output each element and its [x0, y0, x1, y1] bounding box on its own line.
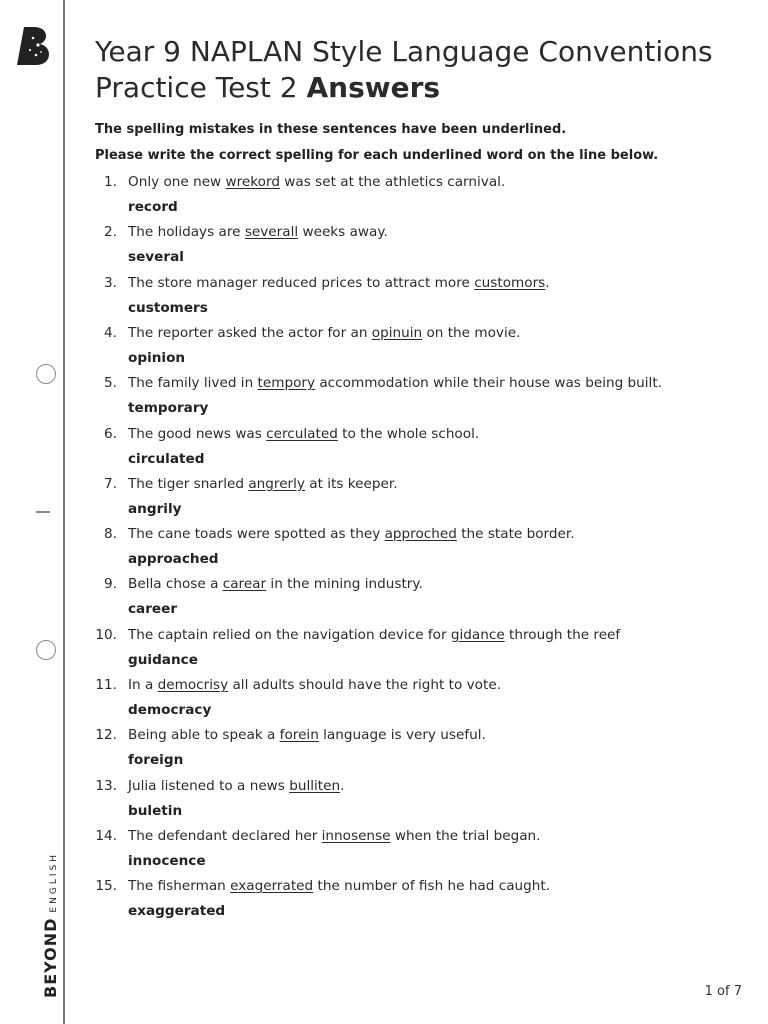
question-item — [95, 371, 745, 421]
answer-text: approached — [128, 551, 219, 568]
question-number: 15. — [95, 878, 117, 895]
question-item — [95, 321, 745, 371]
question-text-end: . — [545, 274, 550, 291]
question-text: The tiger snarled — [128, 475, 249, 492]
question-line — [95, 422, 745, 447]
question-text: The cane toads were spotted as they — [128, 526, 385, 543]
question-number: 14. — [95, 827, 117, 844]
question-text: The good news was — [128, 425, 267, 442]
misspelled-word: approched — [384, 526, 457, 543]
misspelled-word: angrerly — [248, 475, 305, 492]
answer-text: temporary — [128, 400, 209, 417]
question-line — [95, 723, 745, 748]
question-line — [95, 170, 745, 195]
misspelled-word: tempory — [257, 375, 316, 392]
question-line — [95, 522, 745, 547]
question-text: Julia listened to a news — [128, 777, 290, 794]
misspelled-word: opinuin — [371, 324, 423, 341]
answer-text: customers — [128, 299, 208, 316]
answer-text: angrily — [128, 500, 182, 517]
question-number: 5. — [104, 375, 117, 392]
page-title — [95, 34, 755, 106]
question-text-end: through the reef — [504, 626, 621, 643]
binder-hole-bottom — [36, 640, 56, 660]
title-answers: Answers — [306, 71, 441, 104]
question-text-end: accommodation while their house was being built. — [315, 375, 662, 392]
question-number: 3. — [104, 274, 117, 291]
question-line — [95, 874, 745, 899]
question-number: 7. — [104, 475, 117, 492]
instruction-1: The spelling mistakes in these sentences have been underlined. — [95, 122, 567, 137]
binder-hole-top — [36, 364, 56, 384]
misspelled-word: severall — [244, 224, 299, 241]
question-item — [95, 170, 745, 220]
question-text: The defendant declared her — [128, 827, 322, 844]
answer-text: democracy — [128, 702, 212, 718]
brand-word-english: ENGLISH — [49, 852, 59, 913]
question-number: 9. — [104, 576, 117, 593]
answer-text: career — [128, 601, 178, 618]
answer-text: opinion — [128, 349, 186, 366]
answer-text: guidance — [128, 651, 198, 668]
question-text: The reporter asked the actor for an — [128, 324, 372, 341]
answer-text: record — [128, 199, 178, 215]
question-text: The fisherman — [128, 878, 231, 895]
answer-text: exaggerated — [128, 903, 226, 920]
misspelled-word: forein — [279, 727, 319, 744]
question-number: 10. — [95, 626, 117, 643]
question-line — [95, 824, 745, 849]
question-item — [95, 220, 745, 270]
misspelled-word: democrisy — [157, 677, 229, 693]
question-text-end: the state border. — [456, 526, 575, 543]
question-number: 12. — [95, 727, 117, 744]
misspelled-word: carear — [222, 576, 267, 593]
answer-text: buletin — [128, 802, 183, 819]
misspelled-word: gidance — [450, 626, 505, 643]
question-text-end: language is very useful. — [318, 727, 486, 744]
question-number: 2. — [104, 224, 117, 241]
question-line — [95, 774, 745, 799]
answer-text: several — [128, 249, 184, 266]
question-text: The captain relied on the navigation device for — [128, 626, 451, 643]
question-item — [95, 874, 745, 924]
question-text: Bella chose a — [128, 576, 223, 593]
question-item — [95, 422, 745, 472]
title-main: Year 9 NAPLAN Style Language Conventions Practice Test 2 — [95, 35, 713, 104]
question-item — [95, 572, 745, 622]
question-text-end: was set at the athletics carnival. — [279, 174, 506, 190]
misspelled-word: cerculated — [266, 425, 338, 442]
question-text: The store manager reduced prices to attract more — [128, 274, 475, 291]
question-text-end: all adults should have the right to vote. — [228, 677, 502, 693]
misspelled-word: innosense — [321, 827, 391, 844]
margin-rule — [63, 0, 65, 1024]
question-text: The holidays are — [128, 224, 245, 241]
question-text-end: weeks away. — [298, 224, 388, 241]
question-text: In a — [128, 677, 158, 693]
question-text-end: when the trial began. — [390, 827, 541, 844]
instruction-2: Please write the correct spelling for each underlined word on the line below. — [95, 148, 659, 163]
question-text: The family lived in — [128, 375, 258, 392]
question-item — [95, 673, 745, 723]
question-item — [95, 623, 745, 673]
page-number: 1 of 7 — [704, 984, 742, 999]
question-number: 1. — [104, 174, 117, 190]
question-line — [95, 220, 745, 245]
misspelled-word: bulliten — [289, 777, 341, 794]
question-number: 13. — [95, 777, 117, 794]
fold-mark — [36, 511, 50, 513]
question-text-end: the number of fish he had caught. — [313, 878, 551, 895]
answer-text: foreign — [128, 752, 184, 769]
question-line — [95, 472, 745, 497]
question-text: Only one new — [128, 174, 226, 190]
question-item — [95, 774, 745, 824]
misspelled-word: wrekord — [225, 174, 280, 190]
question-text-end: at its keeper. — [304, 475, 398, 492]
question-item — [95, 472, 745, 522]
question-item — [95, 522, 745, 572]
brand-word-beyond: BEYOND — [41, 917, 60, 998]
question-line — [95, 271, 745, 296]
question-number: 8. — [104, 526, 117, 543]
question-item — [95, 824, 745, 874]
question-line — [95, 572, 745, 597]
question-line — [95, 623, 745, 648]
question-text-end: on the movie. — [422, 324, 521, 341]
question-text-end: . — [340, 777, 345, 794]
question-line — [95, 673, 745, 698]
question-text-end: in the mining industry. — [266, 576, 423, 593]
question-text: Being able to speak a — [128, 727, 280, 744]
question-number: 6. — [104, 425, 117, 442]
question-text-end: to the whole school. — [337, 425, 480, 442]
question-item — [95, 723, 745, 773]
question-line — [95, 371, 745, 396]
brand-wordmark — [41, 852, 60, 998]
question-number: 11. — [95, 677, 117, 693]
question-number: 4. — [104, 324, 117, 341]
misspelled-word: customors — [474, 274, 546, 291]
answer-text: innocence — [128, 852, 206, 869]
question-line — [95, 321, 745, 346]
beyond-logo-icon — [16, 26, 50, 66]
question-item — [95, 271, 745, 321]
answer-text: circulated — [128, 450, 205, 467]
misspelled-word: exagerrated — [230, 878, 314, 895]
